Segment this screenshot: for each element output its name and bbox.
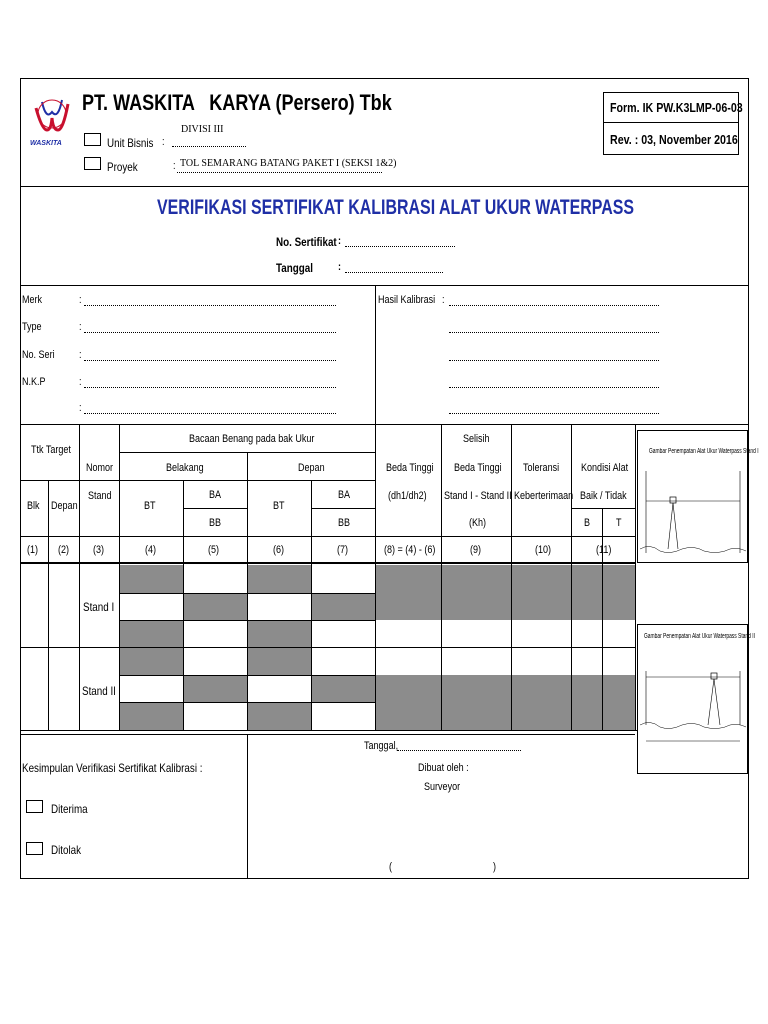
th-depan: Depan	[298, 462, 325, 474]
tanggal-colon: :	[338, 261, 342, 273]
shade-s2-bt2	[247, 647, 311, 675]
stand-1-figure	[637, 430, 759, 563]
form-title: VERIFIKASI SERTIFIKAT KALIBRASI ALAT UKUR WATERPASS	[157, 196, 635, 219]
colnum-9: (9)	[470, 544, 482, 556]
th-blk: Blk	[27, 500, 40, 512]
signature-paren-open: (	[389, 861, 393, 873]
v-nomor	[119, 424, 120, 730]
th-kondisi: Kondisi Alat	[581, 462, 629, 474]
shade-s1-bt2	[247, 565, 311, 593]
footer-divider	[247, 734, 248, 879]
nkp-field[interactable]	[84, 387, 336, 388]
hasil-field-5[interactable]	[449, 413, 659, 414]
v-beda	[375, 424, 376, 730]
h-sub	[20, 480, 119, 481]
h-nums-b	[20, 562, 635, 564]
th-keberterimaan: Keberterimaan	[514, 490, 574, 502]
th-stand-diff: Stand I - Stand II	[444, 490, 512, 502]
th-bt2: BT	[273, 500, 285, 512]
colnum-5: (5)	[208, 544, 220, 556]
colnum-7: (7)	[337, 544, 349, 556]
hasil-field-3[interactable]	[449, 360, 659, 361]
th-selisih: Selisih	[463, 433, 490, 445]
info-bottom	[20, 424, 749, 425]
th-depan-short: Depan	[51, 500, 78, 512]
v-kond	[571, 424, 572, 730]
unit-bisnis-checkbox[interactable]	[84, 133, 101, 146]
unit-bisnis-colon: :	[162, 136, 165, 148]
proyek-checkbox[interactable]	[84, 157, 101, 170]
shade-s1-ba2	[247, 620, 311, 647]
shade-s1-bt1	[119, 565, 183, 593]
colnum-11: (11)	[596, 544, 612, 556]
v-depan	[79, 424, 80, 730]
th-belakang: Belakang	[166, 462, 204, 474]
hasil-field-4[interactable]	[449, 387, 659, 388]
unit-bisnis-label: Unit Bisnis	[107, 136, 154, 150]
colnum-8: (8) = (4) - (6)	[384, 544, 436, 556]
colnum-3: (3)	[93, 544, 105, 556]
v-bt1	[183, 480, 184, 730]
footer-top-right	[247, 734, 635, 735]
th-toleransi: Toleransi	[523, 462, 560, 474]
footer-top-left	[20, 734, 247, 735]
th-b: B	[584, 517, 591, 529]
th-stand: Stand	[88, 490, 112, 502]
dibuat-oleh: Dibuat oleh :	[418, 762, 469, 774]
th-kh: (Kh)	[469, 517, 487, 529]
type-label: Type	[22, 321, 42, 333]
form-code: Form. IK PW.K3LMP-06-03	[610, 100, 743, 115]
shade-s1-mid	[183, 593, 247, 620]
th-beda-tinggi2: Beda Tinggi	[454, 462, 502, 474]
extra-field[interactable]	[84, 413, 336, 414]
v-bt2	[311, 480, 312, 730]
v-blk	[48, 480, 49, 730]
fig2-title: Gambar Penempatan Alat Ukur Waterpass Stand II	[644, 633, 755, 640]
colnum-2: (2)	[58, 544, 70, 556]
h-s1s2	[20, 647, 635, 648]
no-sertifikat-label: No. Sertifikat	[276, 235, 337, 249]
company-name: PT. WASKITA KARYA (Persero) Tbk	[82, 90, 392, 115]
proyek-value: TOL SEMARANG BATANG PAKET I (SEKSI 1&2)	[180, 158, 397, 169]
h-bacaan	[119, 452, 375, 453]
tanggal-label: Tanggal	[276, 261, 314, 275]
stand-2-figure	[637, 624, 755, 774]
h-baba2	[311, 508, 375, 509]
h-nums	[20, 536, 635, 537]
hasil-field-2[interactable]	[449, 332, 659, 333]
th-beda-tinggi: Beda Tinggi	[386, 462, 434, 474]
tanggal-field[interactable]	[345, 272, 443, 273]
shade-s1-mid2	[311, 593, 375, 620]
title-divider	[20, 285, 749, 286]
shade-s1-ba1	[119, 620, 183, 647]
surveyor-label: Surveyor	[424, 781, 461, 793]
type-field[interactable]	[84, 332, 336, 333]
th-bb2: BB	[338, 517, 351, 529]
th-bacaan: Bacaan Benang pada bak Ukur	[189, 433, 315, 445]
extra-colon: :	[79, 402, 82, 414]
th-dh: (dh1/dh2)	[388, 490, 427, 502]
th-bb1: BB	[209, 517, 222, 529]
h-r1	[119, 593, 375, 594]
shade-s2-right	[375, 675, 635, 730]
proyek-colon: :	[173, 160, 176, 172]
v-bt	[602, 508, 603, 730]
th-ttk-target: Ttk Target	[31, 444, 71, 456]
no-sertifikat-field[interactable]	[345, 246, 455, 247]
hasil-kalibrasi-colon: :	[442, 294, 445, 306]
shade-s2-ba2	[247, 702, 311, 730]
v-tol	[511, 424, 512, 730]
form-rev: Rev. : 03, November 2016	[610, 132, 738, 147]
nkp-label: N.K.P	[22, 376, 46, 388]
diterima-label: Diterima	[51, 802, 88, 816]
stand-1-label: Stand I	[83, 600, 115, 614]
logo-text: WASKITA	[30, 140, 62, 147]
tanggal-footer-label: Tanggal,	[364, 740, 399, 752]
proyek-dots	[177, 172, 382, 173]
form-code-divider	[603, 122, 739, 123]
no-seri-colon: :	[79, 349, 82, 361]
fig1-title: Gambar Penempatan Alat Ukur Waterpass Stand I	[649, 448, 759, 455]
th-baik-tidak: Baik / Tidak	[580, 490, 627, 502]
unit-bisnis-dots	[172, 146, 246, 147]
ditolak-checkbox[interactable]	[26, 842, 43, 855]
diterima-checkbox[interactable]	[26, 800, 43, 813]
th-bt1: BT	[144, 500, 156, 512]
v-selisih	[441, 424, 442, 730]
stand-2-label: Stand II	[82, 684, 116, 698]
shade-s2-bt1	[119, 647, 183, 675]
header-divider	[20, 186, 749, 187]
merk-colon: :	[79, 294, 82, 306]
proyek-label: Proyek	[107, 160, 138, 174]
colnum-10: (10)	[535, 544, 552, 556]
th-nomor: Nomor	[86, 462, 114, 474]
shade-s2-mid	[183, 675, 247, 702]
h-r4	[119, 702, 375, 703]
shade-s2-ba1	[119, 702, 183, 730]
waskita-logo	[30, 90, 74, 150]
ditolak-label: Ditolak	[51, 843, 82, 857]
hasil-kalibrasi-label: Hasil Kalibrasi	[378, 294, 436, 306]
info-divider	[375, 285, 376, 424]
merk-field[interactable]	[84, 305, 336, 306]
merk-label: Merk	[22, 294, 43, 306]
h-baba	[183, 508, 247, 509]
hasil-field-1[interactable]	[449, 305, 659, 306]
h-sub2	[119, 480, 375, 481]
colnum-1: (1)	[27, 544, 39, 556]
tanggal-footer-field[interactable]	[397, 750, 521, 751]
nkp-colon: :	[79, 376, 82, 388]
v-bel-dep	[247, 452, 248, 730]
shade-s1-right	[375, 565, 635, 620]
no-seri-field[interactable]	[84, 360, 336, 361]
th-ba2: BA	[338, 489, 351, 501]
colnum-6: (6)	[273, 544, 285, 556]
colnum-4: (4)	[145, 544, 157, 556]
conclusion-label: Kesimpulan Verifikasi Sertifikat Kalibrasi :	[22, 761, 203, 775]
h-bt	[571, 508, 635, 509]
shade-s2-mid2	[311, 675, 375, 702]
h-r3	[119, 675, 375, 676]
v-end	[635, 424, 636, 730]
no-sertifikat-colon: :	[338, 235, 342, 247]
h-r2	[119, 620, 375, 621]
th-t: T	[616, 517, 622, 529]
th-ba1: BA	[209, 489, 222, 501]
no-seri-label: No. Seri	[22, 349, 55, 361]
type-colon: :	[79, 321, 82, 333]
unit-bisnis-value: DIVISI III	[181, 124, 224, 135]
signature-paren-close: )	[493, 861, 497, 873]
